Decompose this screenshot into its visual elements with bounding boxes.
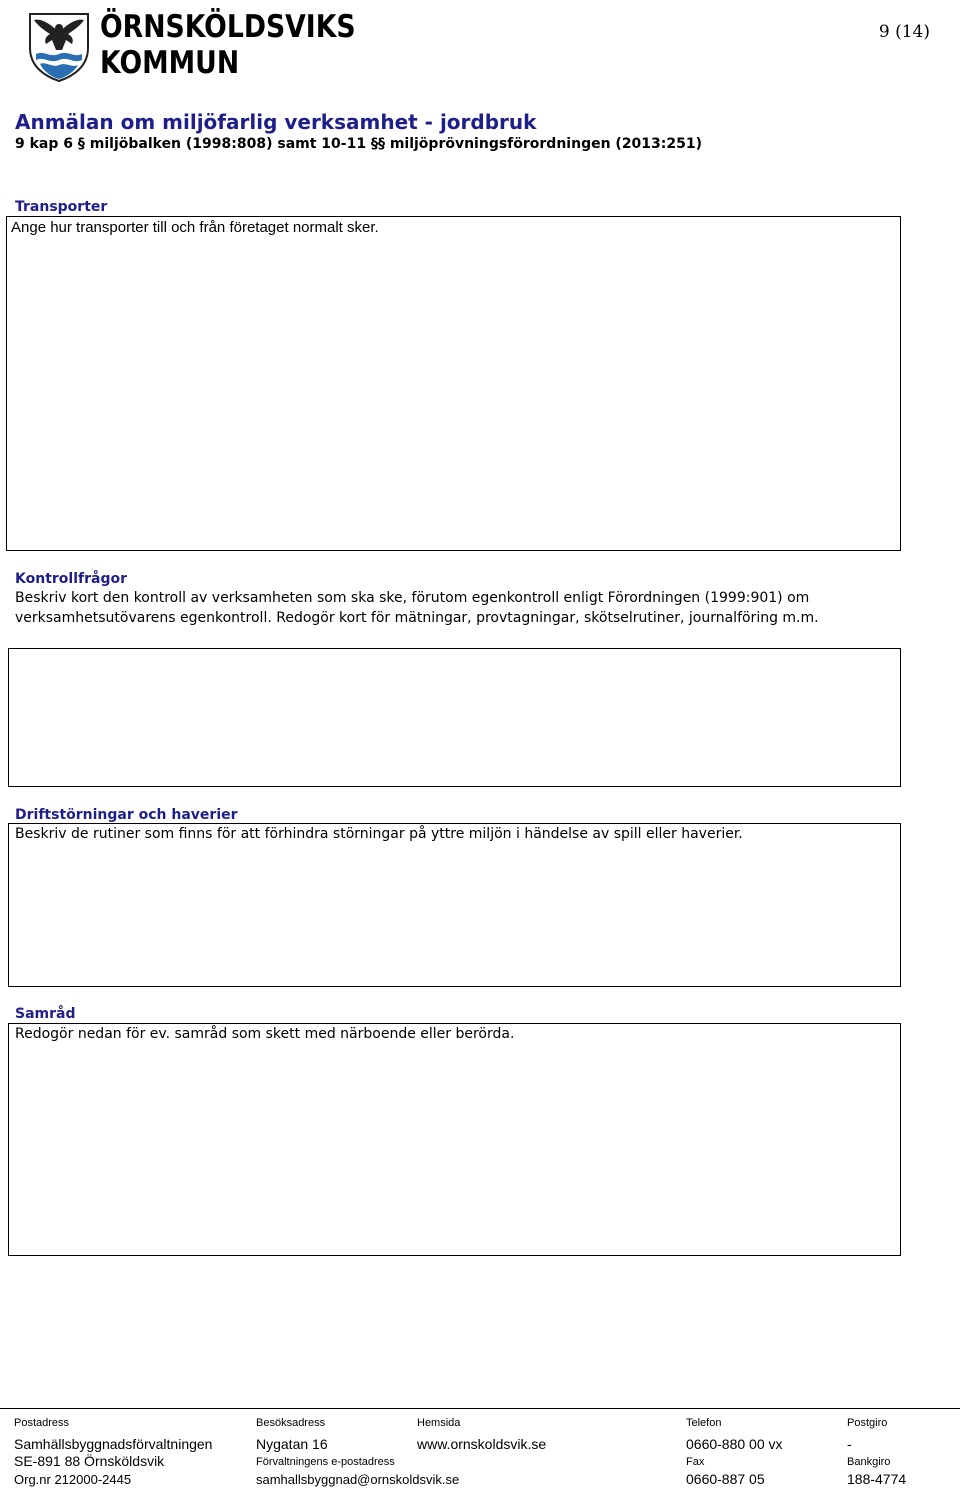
- section-title-transporter: Transporter: [15, 199, 108, 215]
- footer-postgiro-value: -: [847, 1436, 852, 1452]
- eagle-shield-icon: [28, 10, 90, 82]
- document-title: Anmälan om miljöfarlig verksamhet - jordbruk: [15, 110, 537, 134]
- footer-fax-value: 0660-887 05: [686, 1471, 765, 1487]
- kontrollfragor-text-area[interactable]: [8, 648, 901, 787]
- footer-postgiro-label: Postgiro: [847, 1417, 888, 1429]
- footer-hemsida-link[interactable]: www.ornskoldsvik.se: [417, 1436, 547, 1452]
- footer-telefon-label: Telefon: [686, 1417, 722, 1429]
- section-title-samrad: Samråd: [15, 1006, 76, 1022]
- section-title-kontrollfragor: Kontrollfrågor: [15, 571, 127, 587]
- footer-besoksadress-value: Nygatan 16: [256, 1436, 328, 1452]
- samrad-text-area[interactable]: [8, 1023, 901, 1256]
- transporter-text-area[interactable]: [6, 216, 901, 551]
- kontrollfragor-instruction: Beskriv kort den kontroll av verksamheten som ska ske, förutom egenkontroll enligt Förordningen (1999:901) om verksamhetsutövarens egenkontroll. Redogör kort för mätningar, provtagningar, skötselrutiner, journalföring m.m.: [15, 590, 819, 626]
- footer-email-label: Förvaltningens e-postadress: [256, 1456, 395, 1468]
- logo-text-line1: ÖRNSKÖLDSVIKS: [100, 9, 356, 45]
- footer-orgnr: Org.nr 212000-2445: [14, 1472, 132, 1487]
- footer-hemsida-label: Hemsida: [417, 1417, 461, 1429]
- footer-fax-label: Fax: [686, 1456, 705, 1468]
- driftstorningar-instruction: Beskriv de rutiner som finns för att förhindra störningar på yttre miljön i händelse av spill eller haverier.: [15, 826, 743, 842]
- logo-text-line2: KOMMUN: [100, 45, 240, 81]
- footer-postadress-line1: Samhällsbyggnadsförvaltningen: [14, 1436, 213, 1452]
- footer-bankgiro-value: 188-4774: [847, 1471, 907, 1487]
- footer-telefon-value: 0660-880 00 vx: [686, 1436, 783, 1452]
- section-title-driftstorningar: Driftstörningar och haverier: [15, 807, 238, 823]
- footer-email-link[interactable]: samhallsbyggnad@ornskoldsvik.se: [256, 1472, 460, 1487]
- document-subtitle: 9 kap 6 § miljöbalken (1998:808) samt 10-11 §§ miljöprövningsförordningen (2013:251): [15, 136, 703, 152]
- footer-postadress-label: Postadress: [14, 1417, 70, 1429]
- footer-bankgiro-label: Bankgiro: [847, 1456, 891, 1468]
- page-number: 9 (14): [878, 22, 930, 42]
- driftstorningar-text-area[interactable]: [8, 823, 901, 987]
- footer-divider: [0, 1408, 960, 1409]
- municipality-logo: [28, 9, 356, 82]
- footer-besoksadress-label: Besöksadress: [256, 1417, 326, 1429]
- samrad-instruction: Redogör nedan för ev. samråd som skett med närboende eller berörda.: [15, 1026, 515, 1042]
- transporter-instruction: Ange hur transporter till och från företaget normalt sker.: [11, 219, 379, 236]
- footer-postadress-line2: SE-891 88 Örnsköldsvik: [14, 1453, 165, 1469]
